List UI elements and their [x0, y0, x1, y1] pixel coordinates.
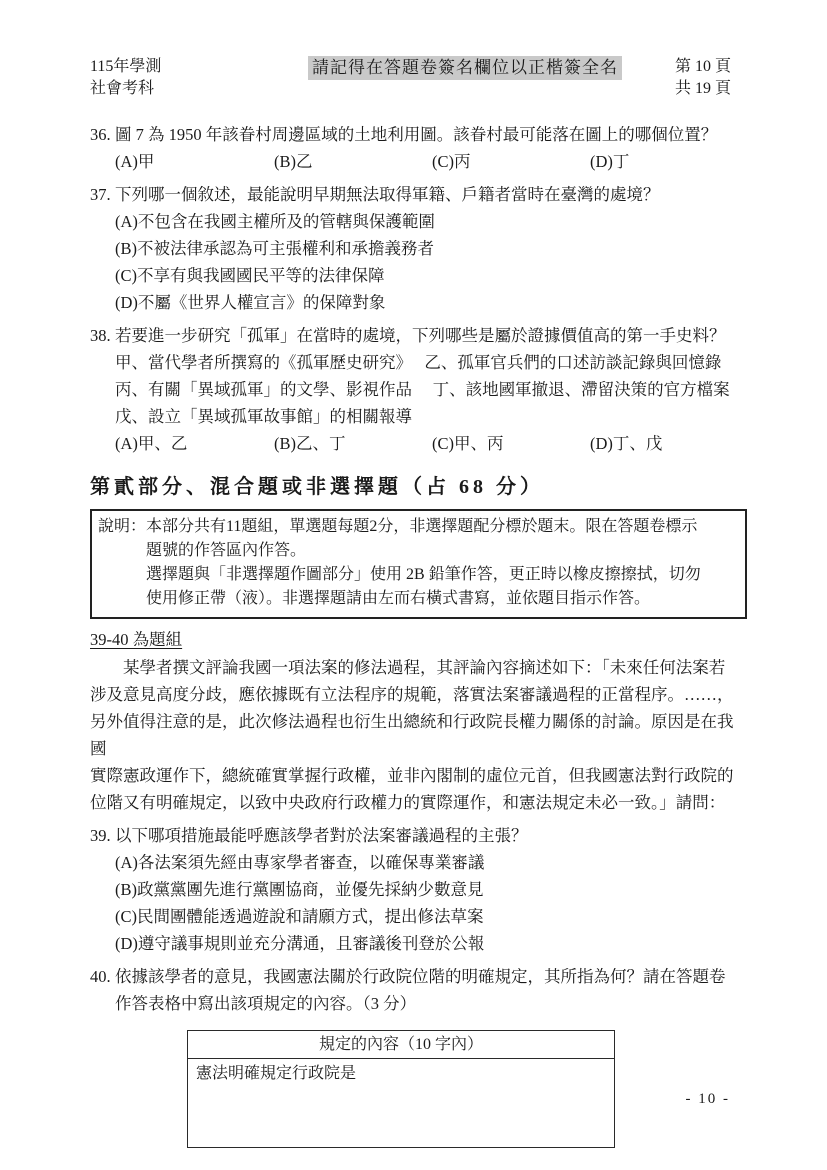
- answer-table-header: 規定的內容（10 字內）: [188, 1031, 614, 1059]
- question-39-number: 39.: [90, 826, 111, 845]
- question-39: [90, 822, 747, 957]
- question-39-option-c: (C)民間團體能透過遊說和請願方式，提出修法草案: [115, 907, 484, 926]
- header-center: [255, 56, 675, 80]
- header-left: [90, 56, 255, 100]
- question-36-body: [115, 121, 747, 175]
- passage-line-2: 涉及意見高度分歧，應依據既有立法程序的規範，落實法案審議過程的正當程序。……，: [90, 685, 734, 704]
- question-37-number: 37.: [90, 185, 111, 204]
- question-37-stem: 下列哪一個敘述，最能說明早期無法取得軍籍、戶籍者當時在臺灣的處境？: [115, 185, 660, 204]
- instructions-line-1: 本部分共有11題組，單選題每題2分，非選擇題配分標於題末。限在答題卷標示: [146, 518, 698, 535]
- answer-table-cell: 憲法明確規定行政院是: [196, 1065, 357, 1082]
- group-39-40-heading: 39-40 為題組: [90, 630, 183, 649]
- question-39-option-a: (A)各法案須先經由專家學者審查，以確保專業審議: [115, 853, 485, 872]
- instructions-label: 說明：: [98, 518, 147, 535]
- passage-line-1: 某學者撰文評論我國一項法案的修法過程，其評論內容摘述如下：「未來任何法案若: [123, 658, 726, 677]
- question-40-number: 40.: [90, 967, 111, 986]
- question-38-option-c: (C)甲、丙: [432, 434, 504, 453]
- question-36-option-b: (B)乙: [274, 152, 313, 171]
- question-38-option-d: (D)丁、戊: [590, 434, 663, 453]
- question-38-item-line-3: 戊、設立「異域孤軍故事館」的相關報導: [115, 407, 412, 426]
- question-38-options: [115, 430, 747, 457]
- instructions-line-2: 題號的作答區內作答。: [146, 542, 307, 559]
- question-39-body: [115, 822, 747, 957]
- instructions-text: [146, 515, 739, 611]
- instructions-box: [90, 509, 747, 619]
- page-indicator: 第 10 頁: [675, 58, 732, 75]
- page-count: 共 19 頁: [675, 80, 732, 97]
- question-37-option-c: (C)不享有與我國國民平等的法律保障: [115, 266, 385, 285]
- signature-notice: 請記得在答題卷簽名欄位以正楷簽全名: [308, 56, 622, 80]
- question-38-stem: 若要進一步研究「孤軍」在當時的處境，下列哪些是屬於證據價值高的第一手史料？: [115, 326, 726, 345]
- exam-subject: 社會考科: [90, 80, 155, 97]
- question-38-option-b: (B)乙、丁: [274, 434, 346, 453]
- question-37-option-b: (B)不被法律承認為可主張權利和承擔義務者: [115, 239, 434, 258]
- question-36-option-d: (D)丁: [590, 152, 630, 171]
- header-right: [675, 56, 747, 100]
- question-40-body: [115, 963, 747, 1017]
- question-38-option-a: (A)甲、乙: [115, 434, 188, 453]
- section-2-title: 第貳部分、混合題或非選擇題（占 68 分）: [90, 476, 544, 498]
- question-38-item-line-2: 丙、有關「異域孤軍」的文學、影視作品 丁、該地國軍撤退、滯留決策的官方檔案: [115, 380, 730, 399]
- question-40-stem-line-1: 依據該學者的意見，我國憲法關於行政院位階的明確規定，其所指為何？請在答題卷: [115, 967, 726, 986]
- instructions-line-3: 選擇題與「非選擇題作圖部分」使用 2B 鉛筆作答，更正時以橡皮擦擦拭，切勿: [146, 566, 701, 583]
- question-36-number: 36.: [90, 125, 111, 144]
- question-36-options: [115, 148, 747, 175]
- exam-year-title: 115年學測: [90, 58, 162, 75]
- question-38-number: 38.: [90, 326, 111, 345]
- passage-line-3: 另外值得注意的是，此次修法過程也衍生出總統和行政院長權力關係的討論。原因是在我國: [90, 712, 734, 758]
- question-38-item-line-1: 甲、當代學者所撰寫的《孤軍歷史研究》 乙、孤軍官兵們的口述訪談記錄與回憶錄: [115, 353, 722, 372]
- passage-line-5: 位階又有明確規定，以致中央政府行政權力的實際運作，和憲法規定未必一致。」請問：: [90, 793, 726, 812]
- question-36-stem: 圖 7 為 1950 年該眷村周邊區域的土地利用圖。該眷村最可能落在圖上的哪個位置？: [115, 125, 718, 144]
- question-37-option-d: (D)不屬《世界人權宣言》的保障對象: [115, 293, 386, 312]
- question-36: [90, 121, 747, 175]
- passage-line-4: 實際憲政運作下，總統確實掌握行政權，並非內閣制的虛位元首，但我國憲法對行政院的: [90, 766, 734, 785]
- question-40-stem-line-2: 作答表格中寫出該項規定的內容。（3 分）: [115, 994, 417, 1013]
- page-footer: - 10 -: [685, 1091, 730, 1107]
- question-36-option-a: (A)甲: [115, 152, 155, 171]
- question-38-body: [115, 322, 747, 457]
- question-37-option-a: (A)不包含在我國主權所及的管轄與保護範圍: [115, 212, 435, 231]
- question-39-option-b: (B)政黨黨團先進行黨團協商，並優先採納少數意見: [115, 880, 484, 899]
- question-39-stem: 以下哪項措施最能呼應該學者對於法案審議過程的主張？: [115, 826, 528, 845]
- question-36-option-c: (C)丙: [432, 152, 471, 171]
- page-header: [90, 56, 747, 100]
- instructions-line-4: 使用修正帶（液）。非選擇題請由左而右橫式書寫，並依題目指示作答。: [146, 590, 651, 607]
- question-38: [90, 322, 747, 457]
- question-37: [90, 181, 747, 316]
- answer-table: [187, 1030, 615, 1148]
- group-39-40-passage: [90, 654, 747, 816]
- question-39-option-d: (D)遵守議事規則並充分溝通，且審議後刊登於公報: [115, 934, 485, 953]
- question-37-body: [115, 181, 747, 316]
- question-40: [90, 963, 747, 1017]
